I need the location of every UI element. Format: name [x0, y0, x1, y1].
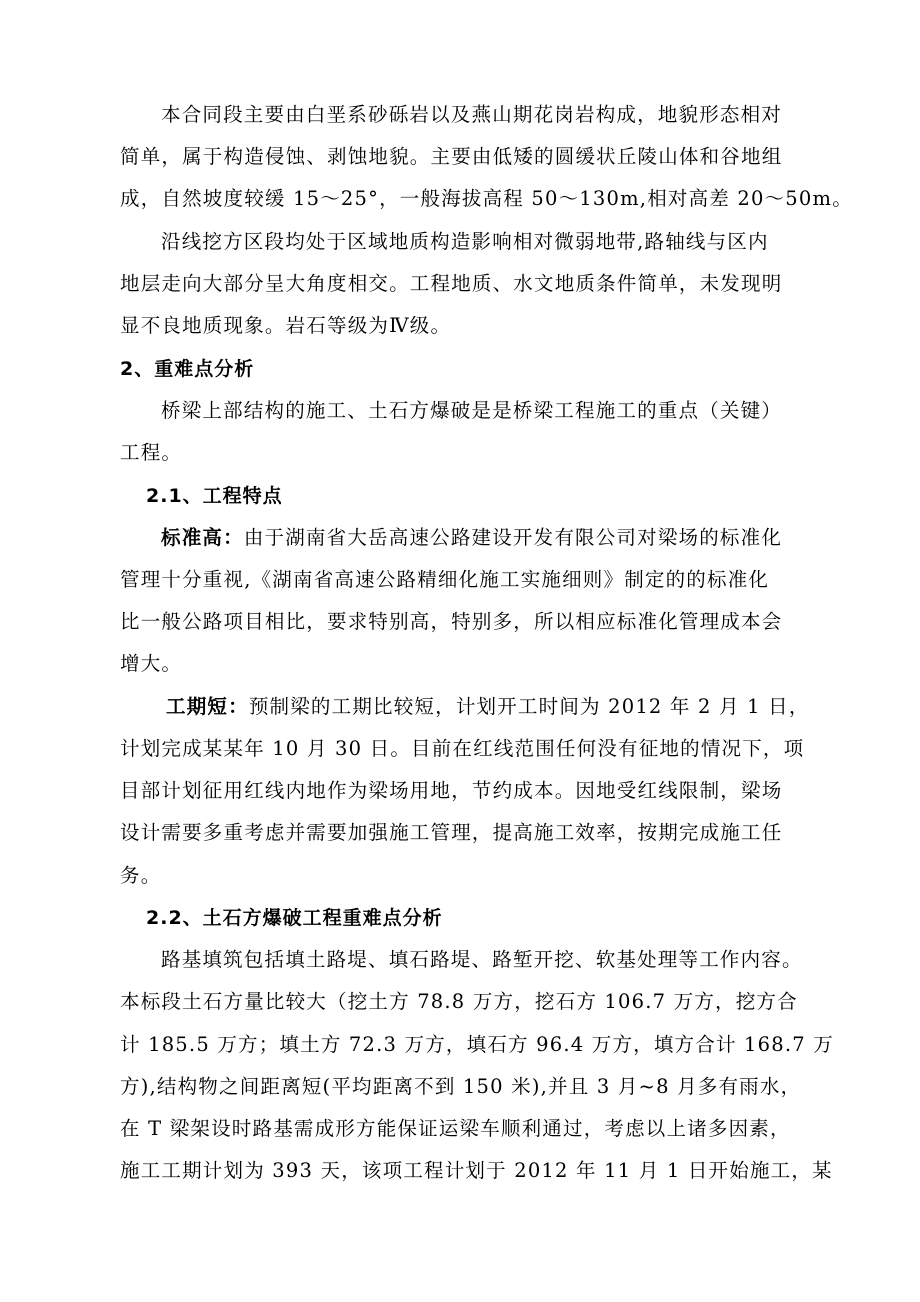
paragraph-line: 简单，属于构造侵蚀、剥蚀地貌。主要由低矮的圆缓状丘陵山体和谷地组 — [120, 145, 783, 168]
paragraph-line: 工程。 — [120, 441, 183, 464]
paragraph-line: 成，自然坡度较缓 15～25°，一般海拔高程 50～130m,相对高差 20～50m。 — [120, 187, 853, 210]
paragraph-line: 管理十分重视,《湖南省高速公路精细化施工实施细则》制定的的标准化 — [120, 568, 770, 591]
paragraph-line: 方),结构物之间距离短(平均距离不到 150 米),并且 3 月~8 月多有雨水， — [120, 1075, 802, 1098]
paragraph-line: 本合同段主要由白垩系砂砾岩以及燕山期花岗岩构成，地貌形态相对 — [161, 103, 783, 126]
paragraph-line: 沿线挖方区段均处于区域地质构造影响相对微弱地带,路轴线与区内 — [161, 230, 769, 253]
paragraph-line: 务。 — [120, 864, 162, 887]
section-heading: 2、重难点分析 — [120, 358, 255, 380]
paragraph-line: 设计需要多重考虑并需要加强施工管理，提高施工效率，按期完成施工任 — [120, 821, 783, 844]
paragraph-line: 目部计划征用红线内地作为梁场用地，节约成本。因地受红线限制，梁场 — [120, 779, 783, 802]
paragraph-line — [166, 695, 821, 719]
paragraph-line: 在 T 梁架设时路基需成形方能保证运梁车顺利通过，考虑以上诸多因素， — [120, 1117, 791, 1140]
subsection-heading: 2.2、土石方爆破工程重难点分析 — [146, 907, 443, 929]
paragraph-line: 计划完成某某年 10 月 30 日。目前在红线范围任何没有征地的情况下，项 — [120, 737, 805, 760]
lead-term: 标准高： — [161, 526, 244, 549]
paragraph-line: 桥梁上部结构的施工、土石方爆破是是桥梁工程施工的重点（关键） — [161, 399, 783, 422]
lead-text: 由于湖南省大岳高速公路建设开发有限公司对梁场的标准化 — [243, 526, 783, 549]
subsection-heading: 2.1、工程特点 — [146, 485, 283, 507]
paragraph-line: 计 185.5 万方；填土方 72.3 万方，填石方 96.4 万方，填方合计 168.7 万 — [120, 1033, 834, 1056]
paragraph-line: 本标段土石方量比较大（挖土方 78.8 万方，挖石方 106.7 万方，挖方合 — [120, 990, 798, 1013]
paragraph-line: 增大。 — [120, 652, 183, 675]
lead-term: 工期短： — [166, 695, 249, 718]
paragraph-line: 施工工期计划为 393 天，该项工程计划于 2012 年 11 月 1 日开始施工，某 — [120, 1159, 833, 1182]
paragraph-line: 比一般公路项目相比，要求特别高，特别多，所以相应标准化管理成本会 — [120, 610, 783, 633]
lead-text: 预制梁的工期比较短，计划开工时间为 2012 年 2 月 1 日， — [248, 695, 810, 718]
paragraph-line: 显不良地质现象。岩石等级为Ⅳ级。 — [120, 314, 452, 337]
paragraph-line: 路基填筑包括填土路堤、填石路堤、路堑开挖、软基处理等工作内容。 — [161, 948, 803, 971]
paragraph-line — [161, 526, 821, 550]
paragraph-line: 地层走向大部分呈大角度相交。工程地质、水文地质条件简单，未发现明 — [120, 272, 783, 295]
